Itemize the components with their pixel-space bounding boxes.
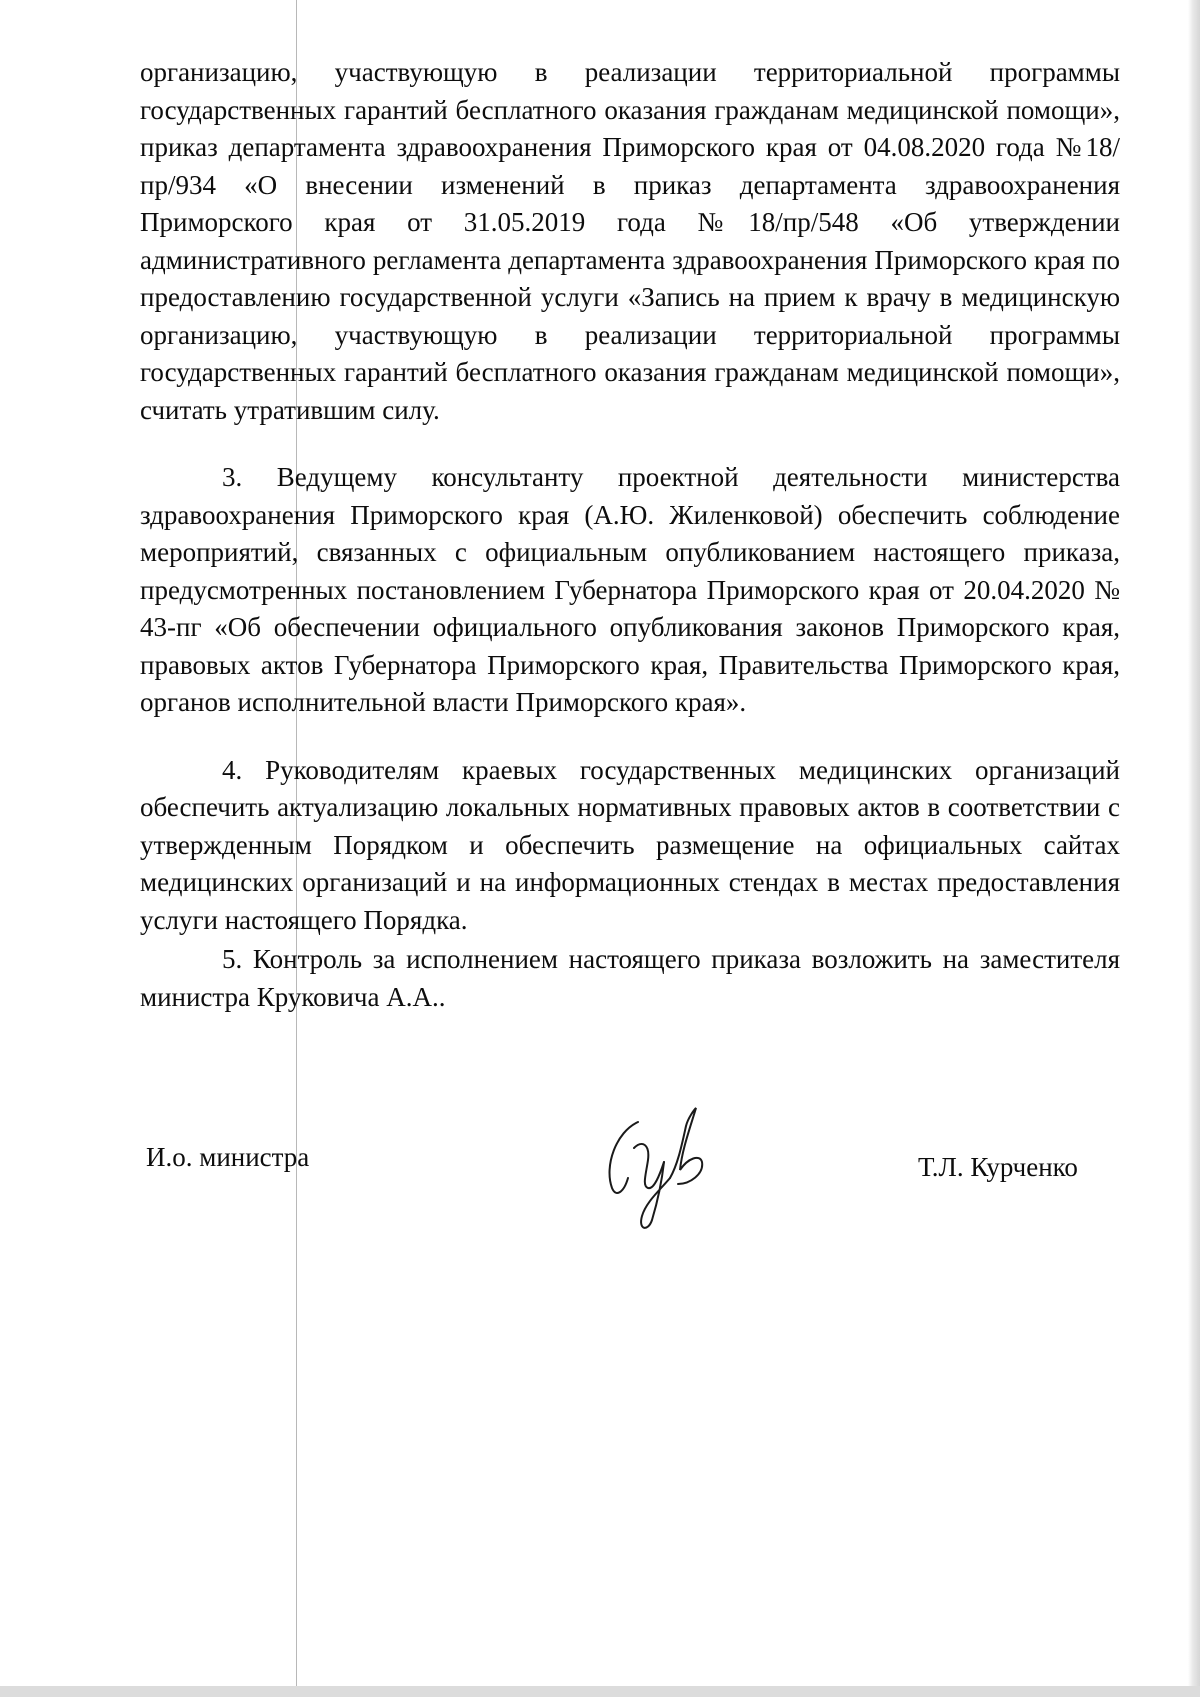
paragraph-item-3: 3. Ведущему консультанту проектной деятельности министерства здравоохранения Приморского края (А.Ю. Жиленковой) обеспечить соблюдение мероприятий, связанных с официальным опубликованием настоящего приказа, предусмотренных постановлением Губернатора Приморского края от 20.04.2020 № 43-пг «Об обеспечении официального опубликования законов Приморского края, правовых актов Губернатора Приморского края, Правительства Приморского края, органов исполнительной власти Приморского края». <box>140 462 1120 717</box>
paragraph-continuation: организацию, участвующую в реализации территориальной программы государственных гарантий бесплатного оказания гражданам медицинской помощи», приказ департамента здравоохранения Приморского края от 04.08.2020 года №18/пр/934 «О внесении изменений в приказ департамента здравоохранения Приморского края от 31.05.2019 года №18/пр/548 «Об утверждении административного регламента департамента здравоохранения Приморского края по предоставлению государственной услуги «Запись на прием к врачу в медицинскую организацию, участвующую в реализации территориальной программы государственных гарантий бесплатного оказания гражданам медицинской помощи», считать утратившим силу. <box>140 57 1120 425</box>
signature-block <box>0 1100 1200 1240</box>
scan-edge-bottom <box>0 1686 1200 1697</box>
document-body <box>140 54 1120 1016</box>
handwritten-signature-icon <box>598 1104 718 1234</box>
paragraph-item-5: 5. Контроль за исполнением настоящего приказа возложить на заместителя министра Круковича А.А.. <box>140 944 1120 1012</box>
signatory-name: Т.Л. Курченко <box>918 1152 1078 1182</box>
paragraph-item-4: 4. Руководителям краевых государственных медицинских организаций обеспечить актуализацию локальных нормативных правовых актов в соответствии с утвержденным Порядком и обеспечить размещение на официальных сайтах медицинских организаций и на информационных стендах в местах предоставления услуги настоящего Порядка. <box>140 754 1120 935</box>
scan-edge-right <box>1188 0 1200 1697</box>
signatory-title: И.о. министра <box>146 1142 310 1172</box>
